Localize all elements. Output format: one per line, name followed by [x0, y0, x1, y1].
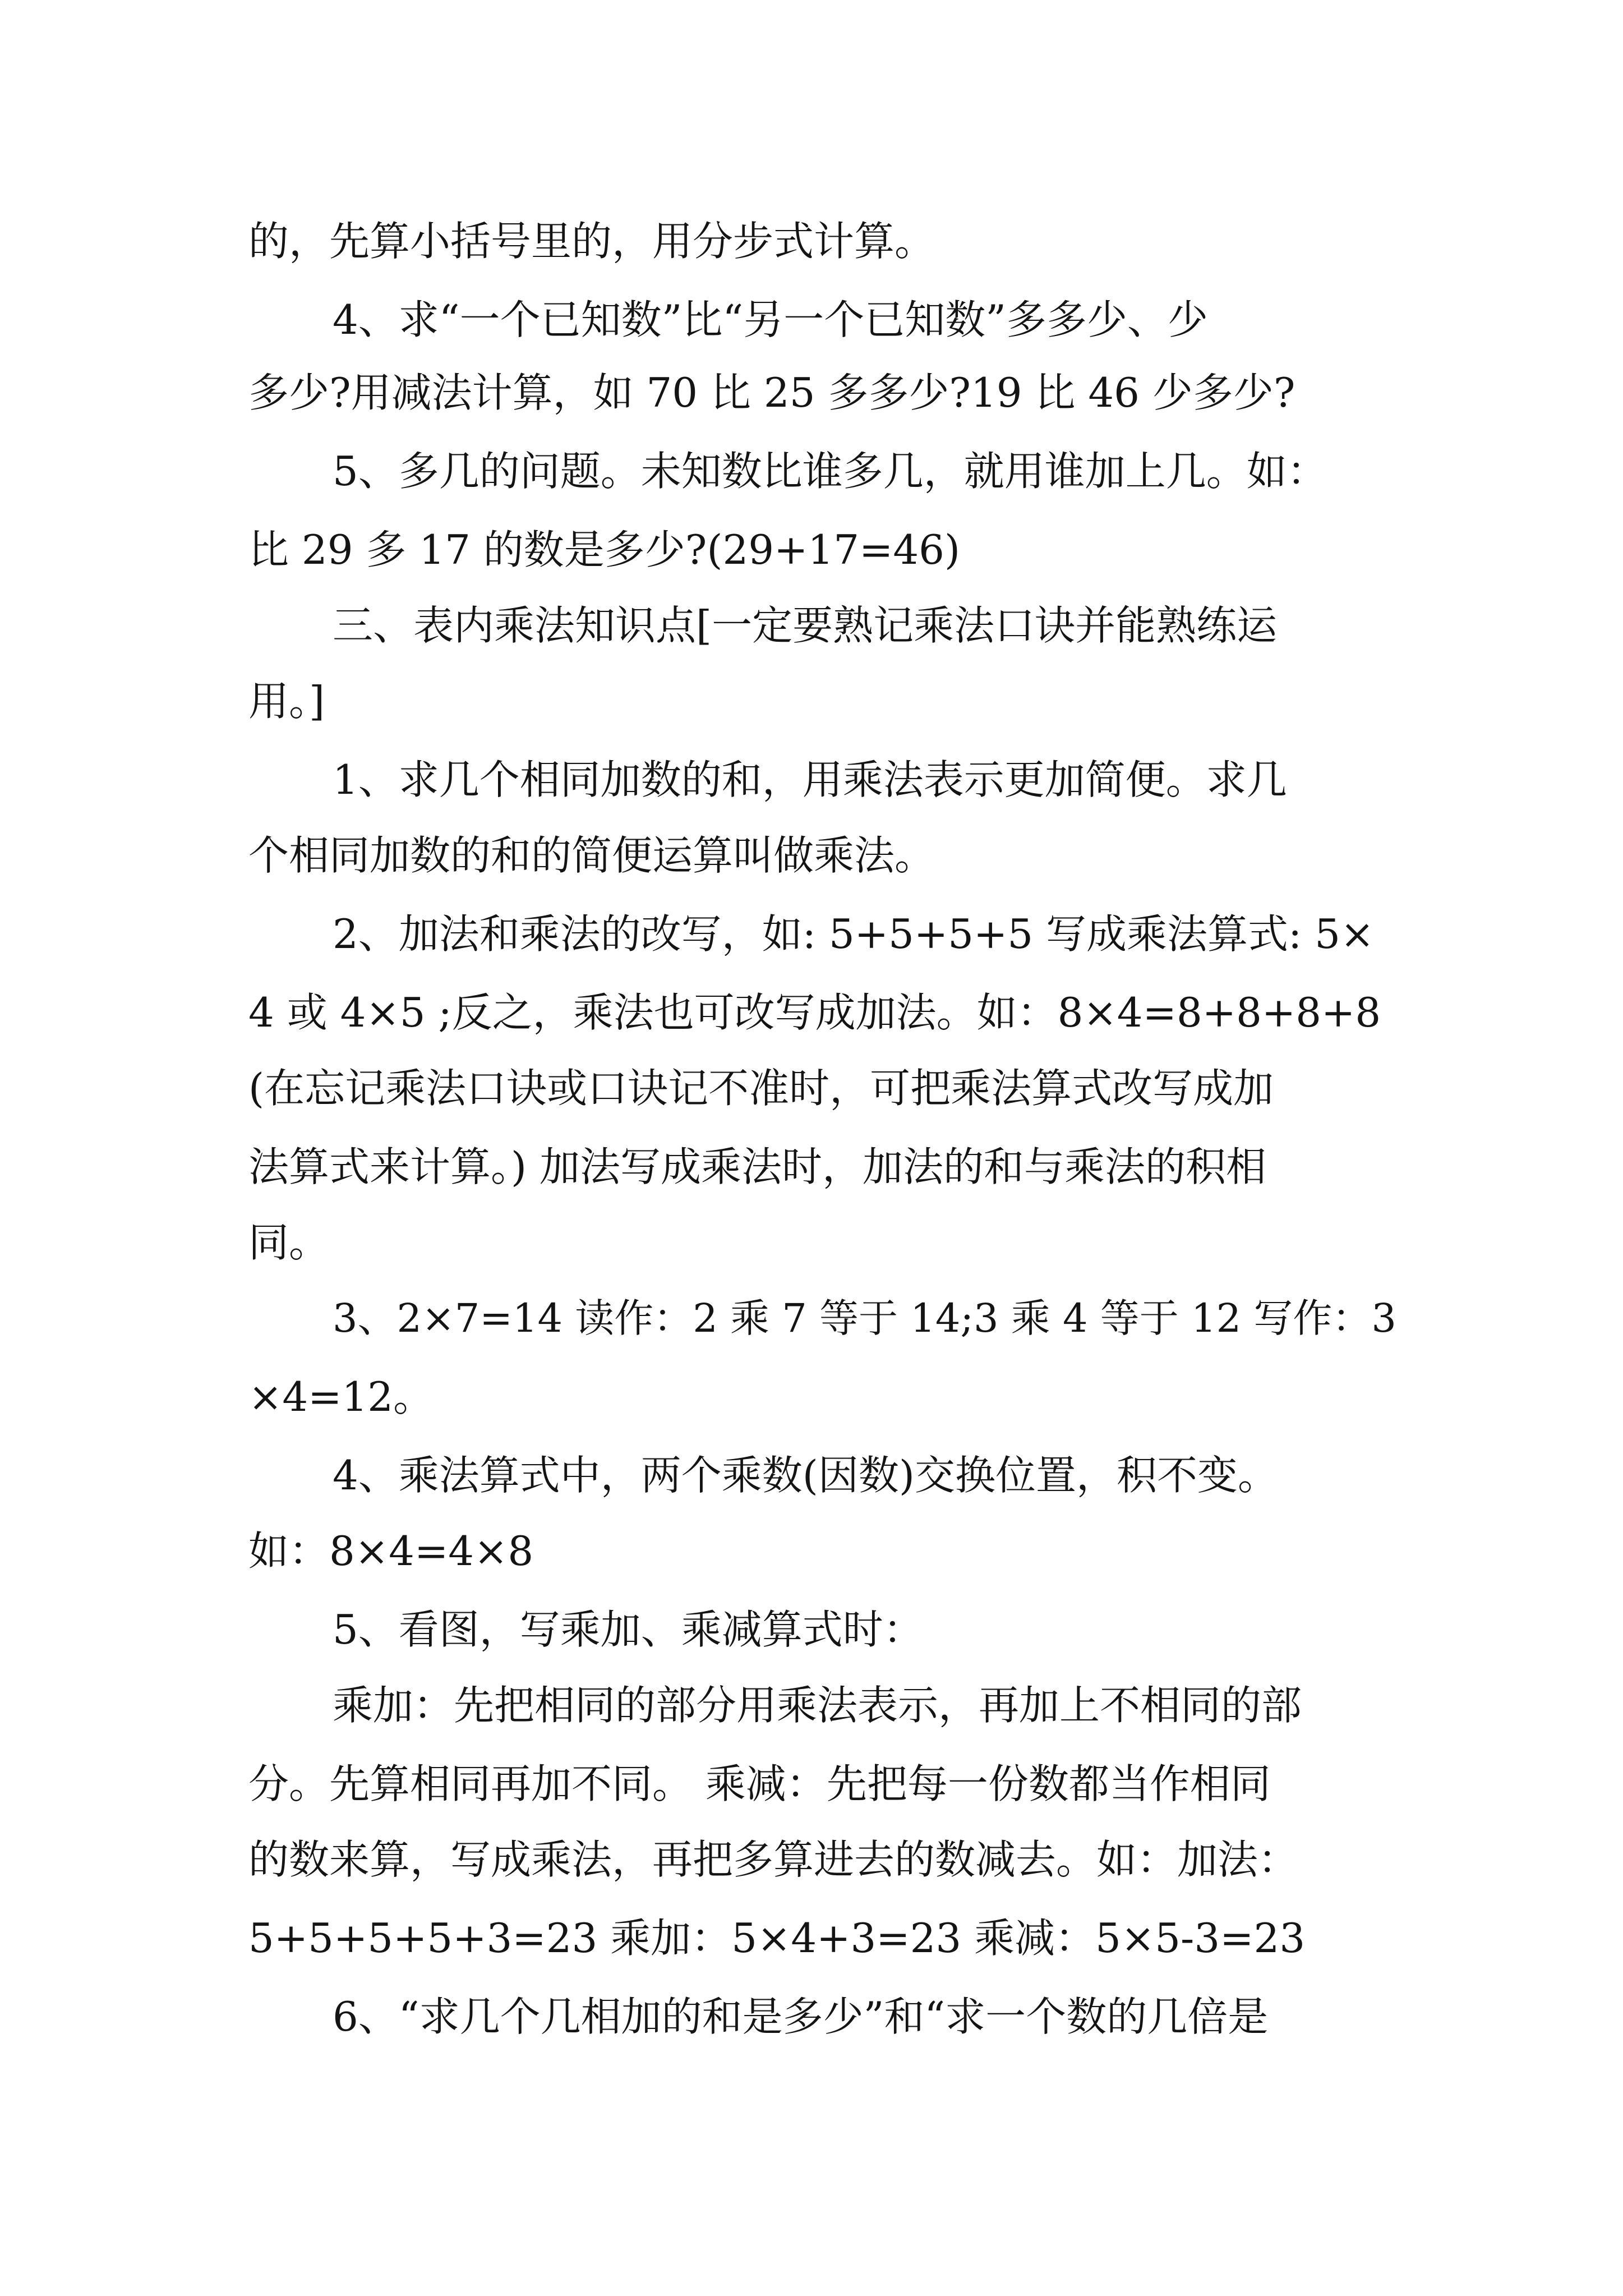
text-line-23: 5+5+5+5+3=23 乘加：5×4+3=23 乘减：5×5-3=23 — [248, 1915, 1306, 1962]
text-line-22: 的数来算，写成乘法，再把多算进去的数减去。如：加法： — [248, 1836, 1299, 1883]
text-line-7: 用。] — [248, 678, 325, 725]
text-line-17: 4、乘法算式中，两个乘数(因数)交换位置，积不变。 — [333, 1452, 1278, 1499]
text-line-5: 比 29 多 17 的数是多少?(29+17=46) — [248, 526, 961, 573]
text-line-10: 2、加法和乘法的改写，如: 5+5+5+5 写成乘法算式: 5× — [333, 910, 1375, 958]
text-line-8: 1、求几个相同加数的和，用乘法表示更加简便。求几 — [333, 756, 1287, 803]
text-line-2: 4、求“一个已知数”比“另一个已知数”多多少、少 — [333, 296, 1209, 343]
text-line-14: 同。 — [248, 1219, 330, 1266]
text-line-11: 4 或 4×5 ;反之，乘法也可改写成加法。如：8×4=8+8+8+8 — [248, 989, 1381, 1036]
text-line-19: 5、看图，写乘加、乘减算式时： — [333, 1606, 924, 1653]
text-line-21: 分。先算相同再加不同。 乘减：先把每一份数都当作相同 — [248, 1760, 1271, 1807]
text-line-12: (在忘记乘法口诀或口诀记不准时，可把乘法算式改写成加 — [248, 1065, 1274, 1112]
text-line-15: 3、2×7=14 读作：2 乘 7 等于 14;3 乘 4 等于 12 写作：3 — [333, 1295, 1396, 1341]
text-line-16: ×4=12。 — [248, 1373, 434, 1420]
text-line-6: 三、表内乘法知识点[一定要熟记乘法口诀并能熟练运 — [333, 602, 1278, 649]
text-line-24: 6、“求几个几相加的和是多少”和“求一个数的几倍是 — [333, 1993, 1269, 2040]
text-line-3: 多少?用减法计算，如 70 比 25 多多少?19 比 46 少多少? — [248, 369, 1295, 416]
text-line-1: 的，先算小括号里的，用分步式计算。 — [248, 218, 935, 265]
text-line-20: 乘加：先把相同的部分用乘法表示，再加上不相同的部 — [333, 1682, 1302, 1729]
text-line-9: 个相同加数的和的简便运算叫做乘法。 — [248, 832, 935, 879]
text-line-4: 5、多几的问题。未知数比谁多几，就用谁加上几。如： — [333, 448, 1327, 495]
text-line-13: 法算式来计算。) 加法写成乘法时，加法的和与乘法的积相 — [248, 1143, 1266, 1190]
text-line-18: 如：8×4=4×8 — [248, 1527, 534, 1575]
